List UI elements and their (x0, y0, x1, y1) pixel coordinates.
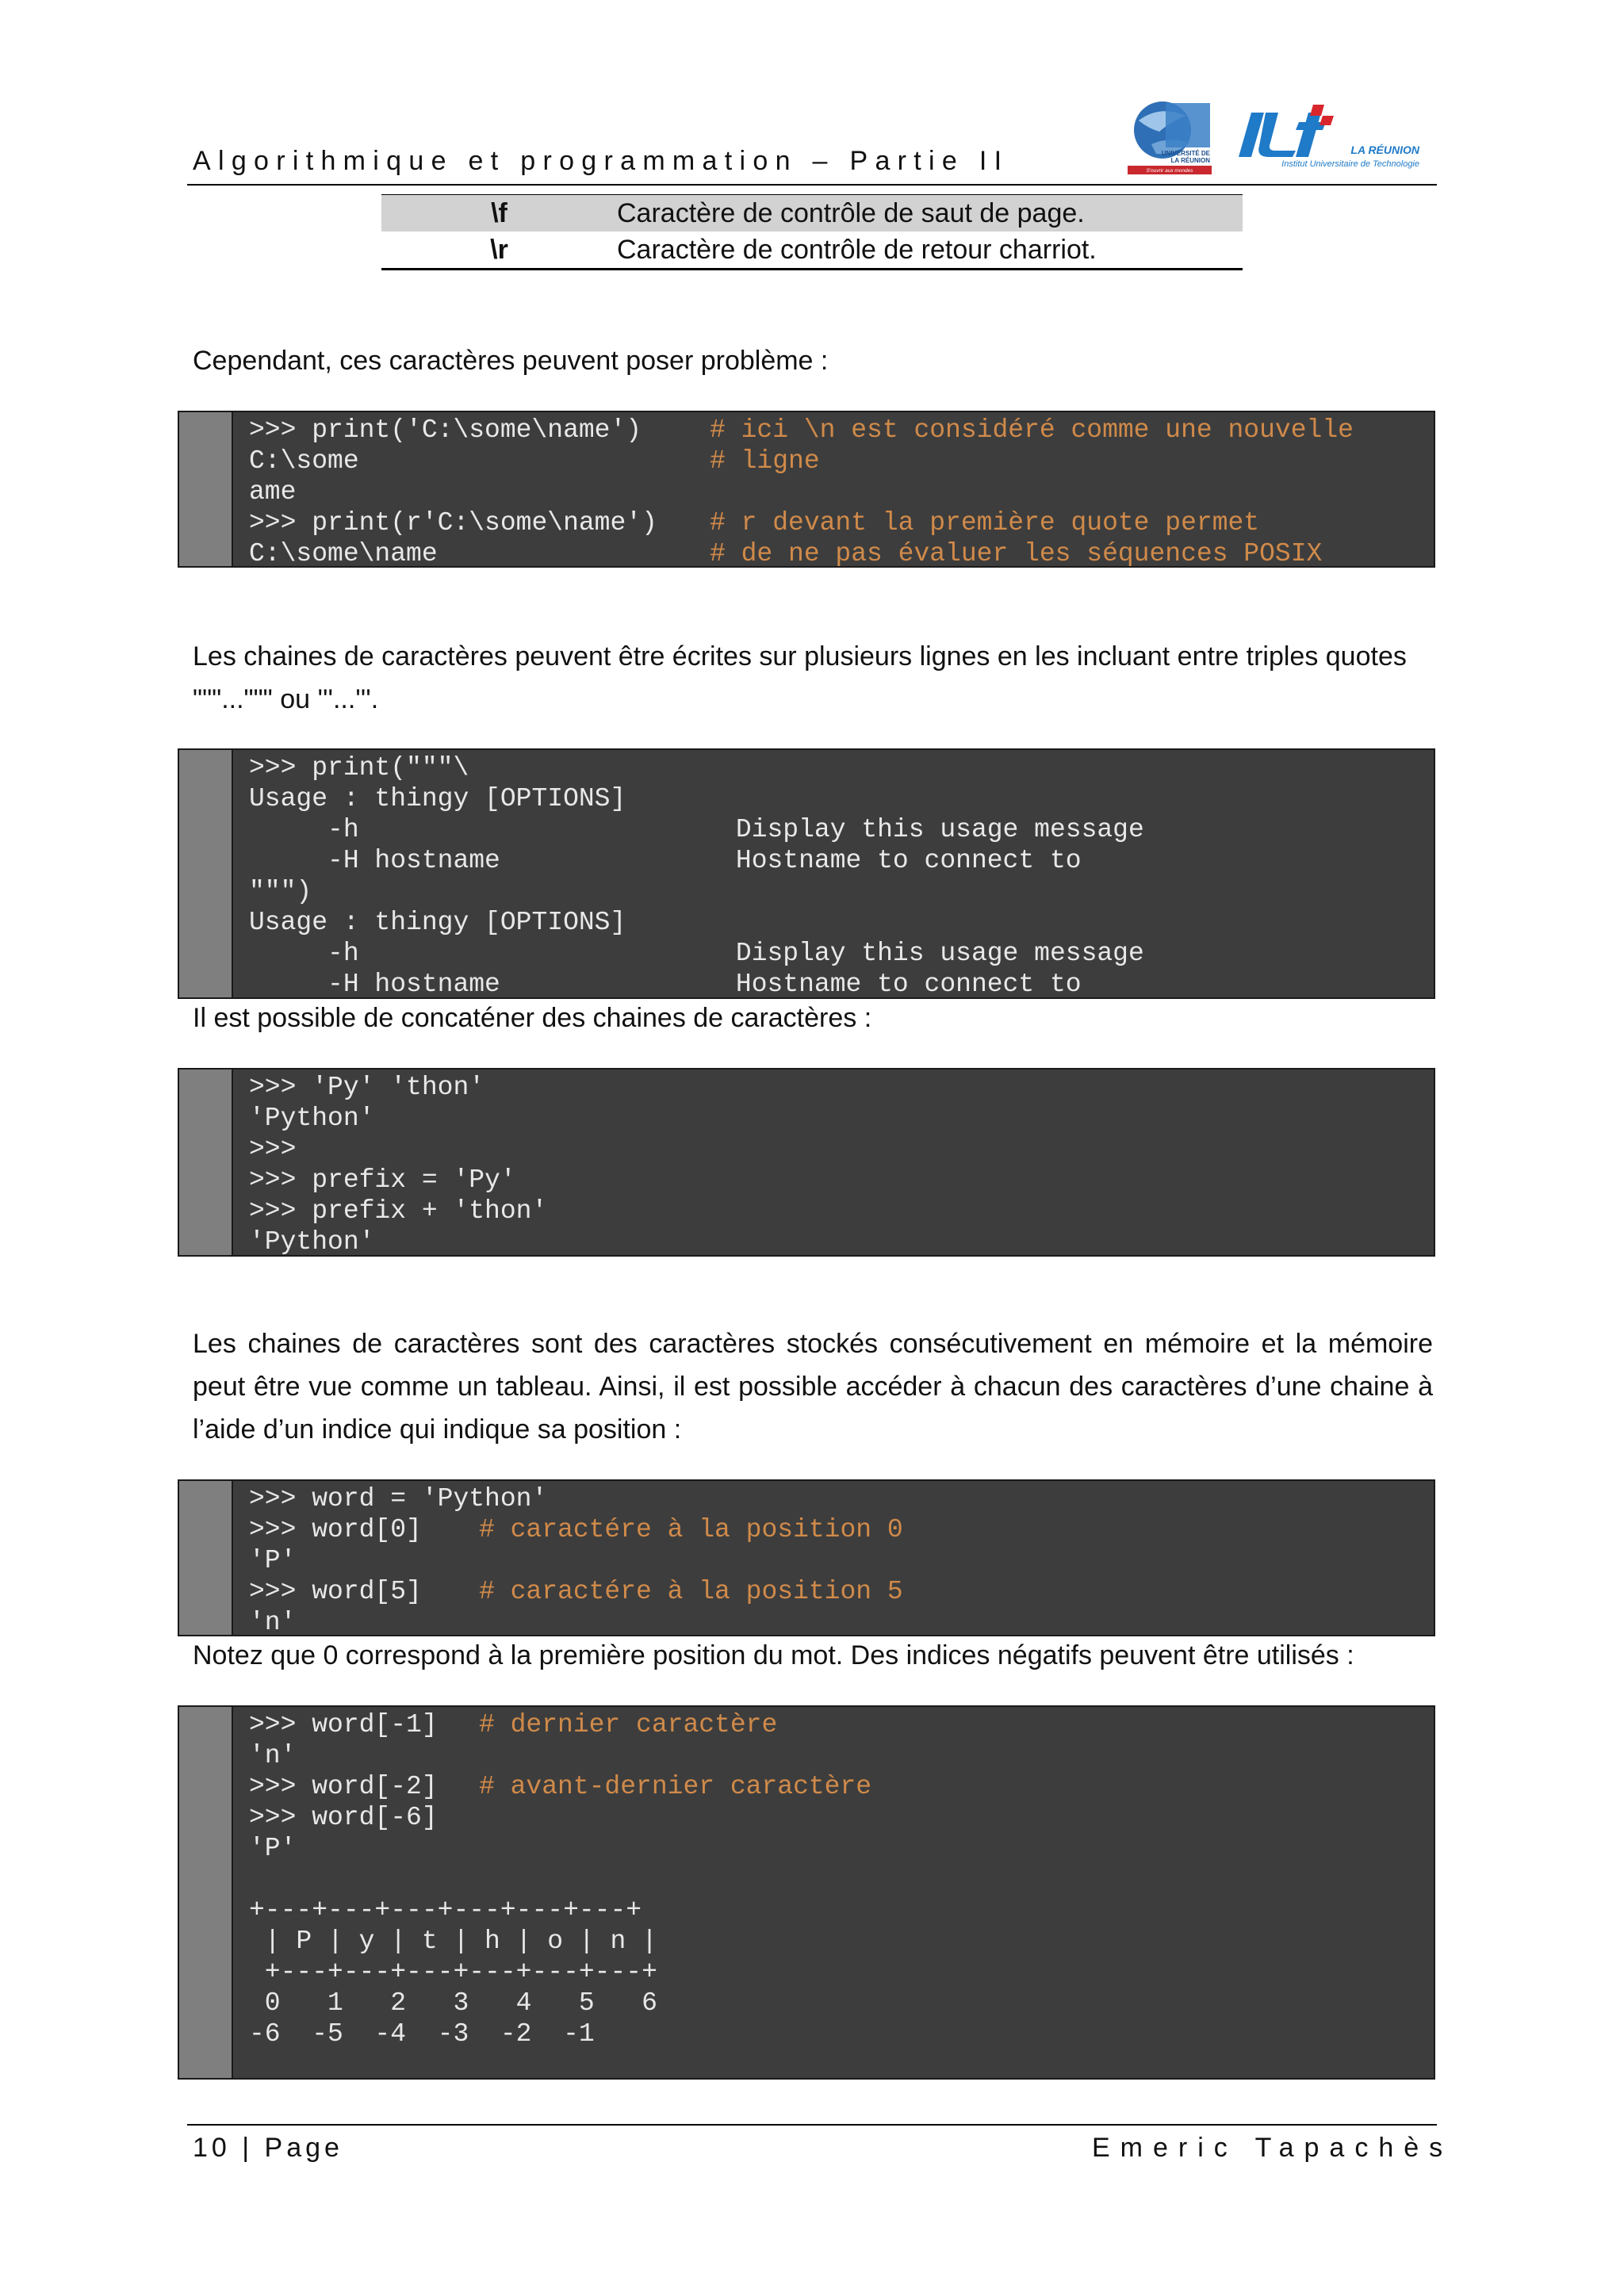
code-text: 'n' (249, 1608, 297, 1636)
code-line (249, 1771, 1426, 1802)
code-text: >>> 'Py' 'thon' (249, 1073, 485, 1102)
code-text: -h Display this usage message (249, 939, 1144, 968)
code-comment: # ici \n est considéré comme une nouvelle (710, 415, 1354, 445)
paragraph-concatenation: Il est possible de concaténer des chaines de caractères : (193, 1003, 872, 1033)
code-text: -6 -5 -4 -3 -2 -1 (249, 2019, 595, 2049)
code-line (249, 1895, 1426, 1926)
code-text: >>> word[-1] (249, 1710, 438, 1739)
code-text: -H hostname Hostname to connect to (249, 970, 1082, 999)
code-line (249, 1514, 1426, 1545)
code-line (249, 1545, 1426, 1576)
code-text: 'P' (249, 1834, 297, 1863)
escape-description: Caractère de contrôle de retour charriot. (617, 232, 1243, 270)
code-block-indexing (178, 1479, 1435, 1636)
code-text: >>> print('C:\some\name') (249, 415, 642, 445)
code-text: +---+---+---+---+---+---+ (249, 1957, 657, 1987)
code-text: >>> prefix = 'Py' (249, 1165, 516, 1195)
code-lines (249, 752, 1426, 999)
footer-rule (187, 2124, 1437, 2126)
escape-sequence: \r (381, 232, 617, 270)
code-line (249, 2019, 1426, 2049)
paragraph-indexing: Les chaines de caractères sont des caractères stockés consécutivement en mémoire et la mémoire peut être vue comme un tableau. Ainsi, il est possible accéder à chacun des caractères d’une chaine à l’aide d’un indice qui indique sa position : (193, 1329, 1433, 1445)
code-line (249, 507, 1426, 538)
logo-iut-name: Institut Universitaire de Technologie (1281, 159, 1419, 169)
escape-sequence: \f (381, 195, 617, 232)
code-line (249, 814, 1426, 845)
code-text: >>> word[-2] (249, 1772, 438, 1801)
code-text: 'Python' (249, 1104, 375, 1133)
code-line (249, 538, 1426, 568)
code-line (249, 1926, 1426, 1957)
code-text: """) (249, 877, 312, 906)
code-block-negative-indexing (178, 1705, 1435, 2080)
code-gutter (179, 1070, 233, 1255)
code-gutter (179, 412, 233, 566)
code-line (249, 1709, 1426, 1740)
code-line (249, 1165, 1426, 1196)
code-comment: # avant-dernier caractère (479, 1772, 872, 1801)
code-line (249, 907, 1426, 938)
code-line (249, 783, 1426, 814)
escape-description: Caractère de contrôle de saut de page. (617, 195, 1243, 232)
code-text: +---+---+---+---+---+---+ (249, 1896, 642, 1925)
code-comment: # de ne pas évaluer les séquences POSIX (710, 539, 1323, 568)
code-lines (249, 1072, 1426, 1257)
code-line (249, 1833, 1426, 1864)
table-row (381, 232, 1243, 270)
code-line (249, 476, 1426, 507)
code-line (249, 1864, 1426, 1895)
code-comment: # dernier caractère (479, 1710, 778, 1739)
code-line (249, 1576, 1426, 1607)
code-line (249, 1607, 1426, 1636)
logo-univ-tagline: S'ouvrir aux mondes (1146, 168, 1193, 174)
header-rule (187, 184, 1437, 186)
author-name: Emeric Tapachès (1092, 2133, 1454, 2163)
document-header-title: Algorithmique et programmation – Partie II (193, 146, 1009, 176)
code-text: 'n' (249, 1741, 297, 1770)
code-block-concatenation (178, 1068, 1435, 1257)
code-block-triple-quotes (178, 748, 1435, 999)
code-line (249, 969, 1426, 999)
page-number: 10 | Page (193, 2133, 343, 2163)
code-text: | P | y | t | h | o | n | (249, 1927, 657, 1956)
code-comment: # r devant la première quote permet (710, 508, 1260, 538)
code-text: 0 1 2 3 4 5 6 (249, 1988, 657, 2018)
code-line (249, 938, 1426, 969)
code-text: >>> (249, 1135, 297, 1164)
paragraph-problem-intro: Cependant, ces caractères peuvent poser problème : (193, 346, 829, 376)
code-line (249, 1988, 1426, 2019)
code-text: C:\some\name (249, 539, 438, 568)
code-line (249, 415, 1426, 446)
code-text: >>> word[0] (249, 1515, 422, 1544)
logo-univ-line1: UNIVERSITÉ DE (1161, 150, 1210, 157)
code-text: -h Display this usage message (249, 815, 1144, 844)
code-line (249, 1196, 1426, 1226)
code-text: >>> prefix + 'thon' (249, 1196, 548, 1226)
code-comment: # caractére à la position 5 (479, 1577, 903, 1606)
code-text: C:\some (249, 446, 359, 476)
code-text: >>> word = 'Python' (249, 1484, 548, 1513)
paragraph-triple-quotes (193, 635, 1433, 721)
code-line (249, 1483, 1426, 1514)
table-row (381, 195, 1243, 232)
code-line (249, 1802, 1426, 1833)
code-text: >>> word[5] (249, 1577, 422, 1606)
code-comment: # ligne (710, 446, 820, 476)
code-text: >>> print(r'C:\some\name') (249, 508, 657, 538)
code-block-raw-strings (178, 411, 1435, 568)
logo-univ-line2: LA RÉUNION (1170, 157, 1210, 164)
escape-sequence-table (381, 194, 1243, 270)
paragraph-line: Les chaines de caractères peuvent être écrites sur plusieurs lignes en les incluant entre triples quotes (193, 641, 1407, 672)
code-text: >>> print("""\ (249, 753, 469, 783)
code-lines (249, 415, 1426, 568)
code-lines (249, 1483, 1426, 1636)
code-line (249, 1072, 1426, 1103)
code-line (249, 845, 1426, 876)
code-line (249, 1103, 1426, 1134)
code-line (249, 1134, 1426, 1165)
code-text: 'Python' (249, 1227, 375, 1257)
code-comment: # caractére à la position 0 (479, 1515, 903, 1544)
code-text: >>> word[-6] (249, 1803, 438, 1832)
code-text: 'P' (249, 1546, 297, 1575)
code-text: ame (249, 477, 297, 507)
code-gutter (179, 1707, 233, 2078)
code-line (249, 1957, 1426, 1988)
code-text: Usage : thingy [OPTIONS] (249, 908, 626, 937)
code-gutter (179, 1481, 233, 1635)
paragraph-line: """...""" ou '''...'''. (193, 684, 379, 714)
code-lines (249, 1709, 1426, 2049)
code-line (249, 1740, 1426, 1771)
code-line (249, 752, 1426, 783)
universite-reunion-logo (1128, 97, 1212, 174)
code-text: Usage : thingy [OPTIONS] (249, 784, 626, 813)
iut-reunion-logo (1231, 101, 1423, 173)
code-line (249, 446, 1426, 476)
code-text: -H hostname Hostname to connect to (249, 846, 1082, 875)
logo-iut-region: LA RÉUNION (1350, 144, 1419, 156)
paragraph-negative-indices: Notez que 0 correspond à la première position du mot. Des indices négatifs peuvent être utilisés : (193, 1640, 1354, 1670)
code-line (249, 1226, 1426, 1257)
code-line (249, 876, 1426, 907)
code-gutter (179, 750, 233, 997)
